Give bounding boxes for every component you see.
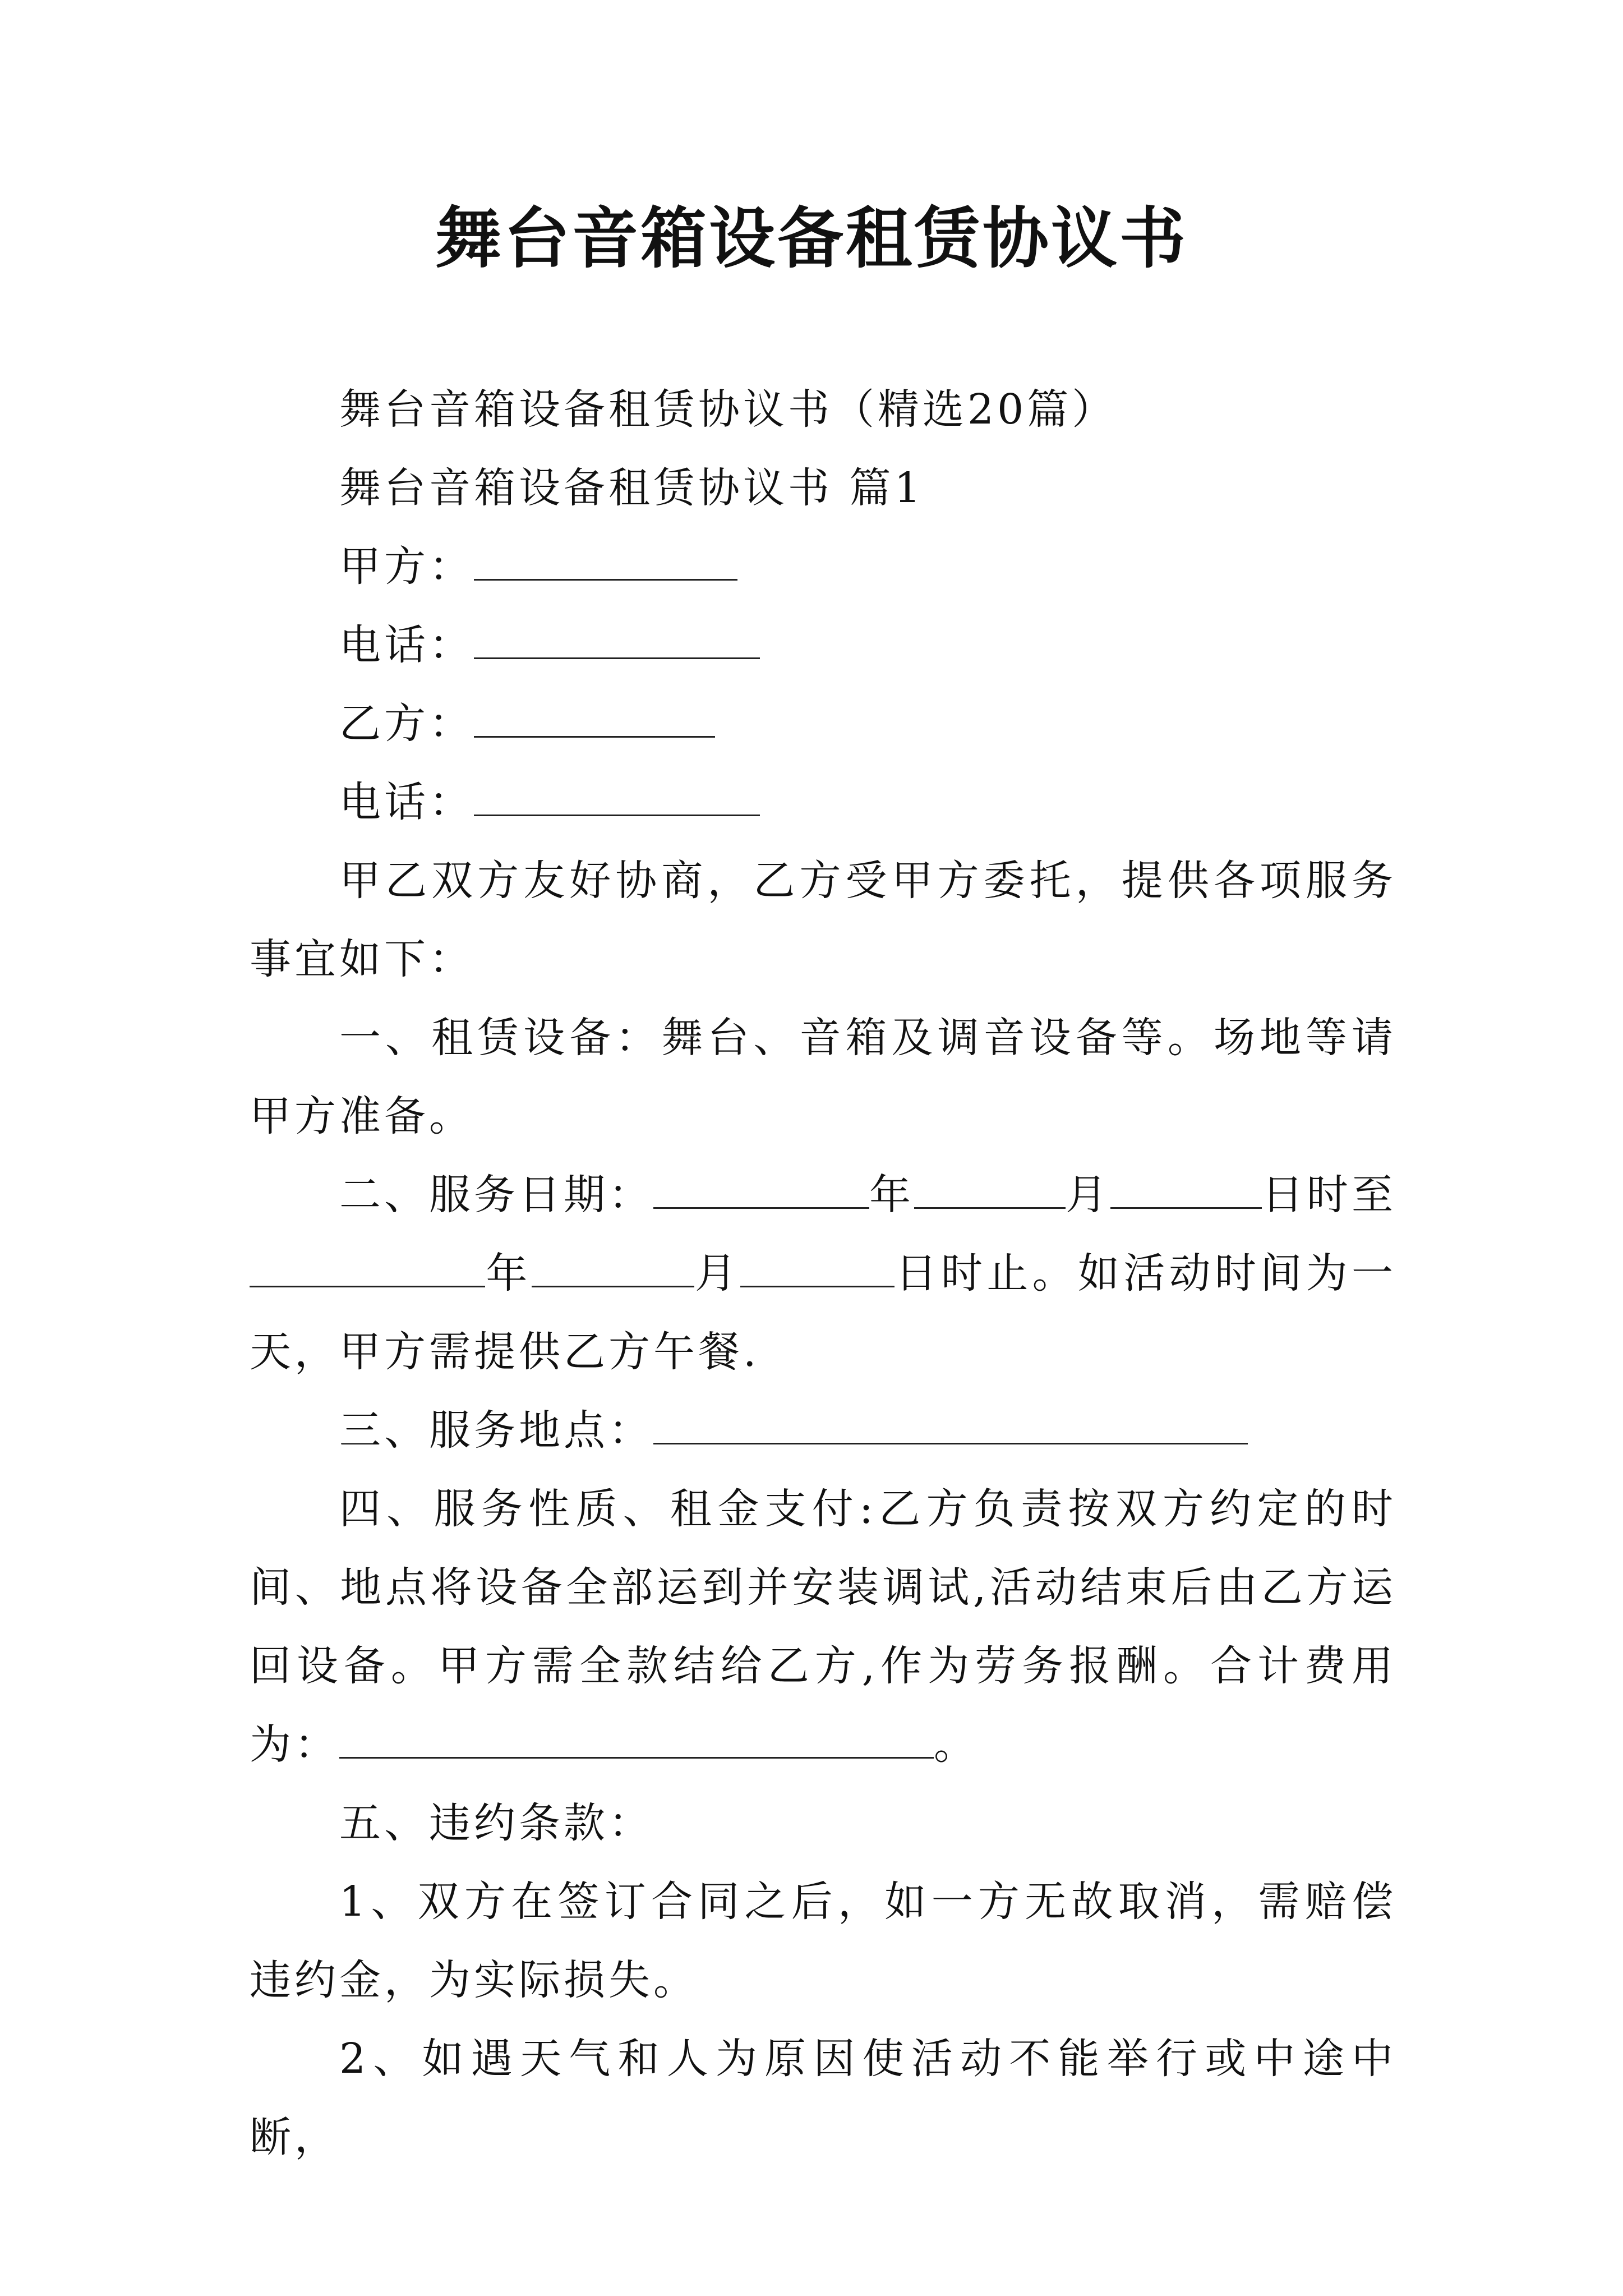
phone-b-blank — [474, 775, 760, 816]
document-body — [250, 370, 1396, 2177]
clause-2-day-to: 日时至 — [1262, 1171, 1396, 1219]
section-heading: 舞台音箱设备租赁协议书 篇1 — [339, 464, 924, 512]
start-year-blank — [653, 1168, 869, 1209]
phone-a-blank — [474, 618, 760, 659]
phone-b-label: 电话： — [339, 778, 474, 826]
clause-3-label: 三、服务地点： — [339, 1406, 653, 1455]
clause-2-year: 年 — [869, 1171, 914, 1219]
clause-4 — [250, 1470, 1396, 1784]
clause-2 — [250, 1156, 1396, 1391]
phone-a-line — [250, 606, 1396, 684]
start-month-blank — [914, 1168, 1066, 1209]
clause-5-2: 2、如遇天气和人为原因使活动不能举行或中途中断， — [250, 2035, 1396, 2161]
party-a-line — [250, 527, 1396, 606]
end-day-blank — [740, 1246, 895, 1287]
service-place-blank — [653, 1404, 1248, 1444]
intro-paragraph: 甲乙双方友好协商，乙方受甲方委托，提供各项服务事宜如下： — [250, 857, 1396, 983]
party-a-label: 甲方： — [339, 542, 474, 591]
clause-2-month: 月 — [1066, 1171, 1110, 1219]
end-year-blank — [250, 1246, 485, 1287]
party-b-line — [250, 684, 1396, 763]
clause-4-end: 。 — [934, 1720, 979, 1769]
clause-1: 一、租赁设备：舞台、音箱及调音设备等。场地等请甲方准备。 — [250, 1014, 1396, 1140]
phone-a-label: 电话： — [339, 621, 474, 669]
subtitle: 舞台音箱设备租赁协议书（精选20篇） — [339, 385, 1117, 434]
clause-2-month2: 月 — [694, 1249, 741, 1297]
clause-5-1: 1、双方在签订合同之后，如一方无故取消，需赔偿违约金，为实际损失。 — [250, 1878, 1396, 2004]
end-month-blank — [532, 1246, 694, 1287]
party-a-blank — [474, 540, 737, 581]
clause-2-year2: 年 — [485, 1249, 532, 1297]
document-title: 舞台音箱设备租赁协议书 — [435, 199, 1188, 277]
party-b-blank — [474, 697, 715, 738]
clause-2-prefix: 二、服务日期： — [339, 1171, 653, 1219]
party-b-label: 乙方： — [339, 700, 474, 748]
start-day-blank — [1110, 1168, 1262, 1209]
total-fee-blank — [339, 1718, 934, 1759]
clause-2-suffix: 日时止。如活动时间为一天，甲方需提供乙方午餐. — [250, 1249, 1397, 1376]
clause-5: 五、违约条款： — [339, 1799, 653, 1847]
clause-3 — [250, 1391, 1396, 1470]
phone-b-line — [250, 763, 1396, 841]
clause-4-text: 四、服务性质、租金支付:乙方负责按双方约定的时间、地点将设备全部运到并安装调试,活动结束后由乙方运回设备。甲方需全款结给乙方,作为劳务报酬。合计费用为： — [250, 1485, 1396, 1769]
